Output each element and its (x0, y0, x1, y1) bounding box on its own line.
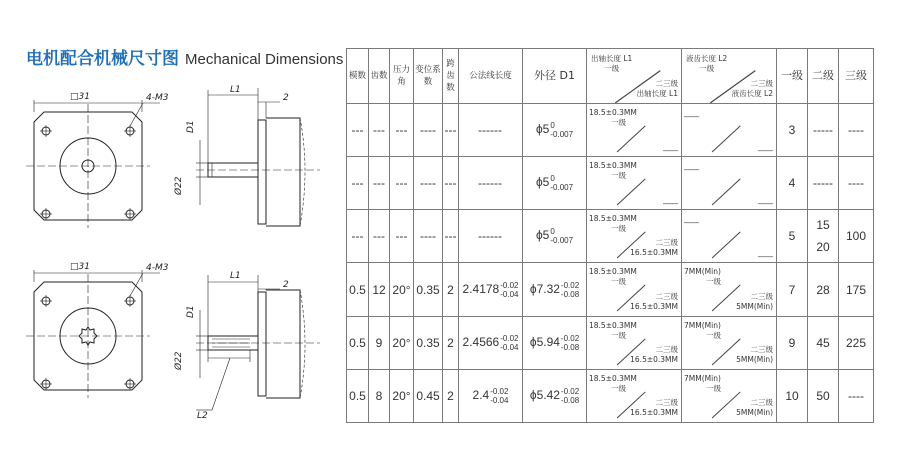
outer-diameter-tol-lower: -0.007 (550, 183, 574, 193)
cell-stage1: 3 (777, 104, 808, 157)
header-l2 (682, 49, 777, 104)
cell-shift-coef: ---- (414, 104, 443, 157)
cell-pressure-angle: 20° (390, 263, 414, 316)
cell-span-teeth: --- (443, 210, 459, 263)
table-row (347, 369, 874, 422)
cell-stage2: 15 20 (808, 210, 839, 263)
outer-diameter-tol-lower: -0.007 (550, 130, 574, 140)
l2-stage23-label: ____ (758, 248, 773, 258)
dim-square-bottom: □31 (70, 262, 90, 272)
outer-diameter-tol-upper: -0.02 (560, 333, 580, 343)
cell-outer-diameter (523, 157, 587, 210)
outer-diameter-tolerance (550, 227, 573, 245)
outer-diameter-tolerance (561, 387, 579, 405)
outer-diameter-tol-upper: -0.02 (560, 280, 580, 290)
cell-stage1: 5 (777, 210, 808, 263)
l1-stage1-length: 18.5±0.3MM (589, 320, 637, 330)
cell-l2 (682, 316, 777, 369)
normal-length-value: ------ (478, 123, 502, 138)
table-header-row (347, 49, 874, 104)
l1-stage1-length: 18.5±0.3MM (589, 267, 637, 277)
title-chinese: 电机配合机械尺寸图 (26, 49, 179, 69)
cell-teeth: --- (369, 210, 390, 263)
cell-teeth: 8 (369, 369, 390, 422)
l2-stage1-length: ____ (684, 108, 699, 117)
cell-stage1: 9 (777, 316, 808, 369)
dim-two-bottom: 2 (283, 280, 289, 290)
l2-stage1-length: ____ (684, 214, 699, 224)
outer-diameter-tolerance (561, 281, 579, 299)
cell-stage2: 45 (808, 316, 839, 369)
l2-stage1-length: ____ (684, 161, 699, 171)
motor-front-view-bottom (26, 270, 160, 398)
outer-diameter-value: ϕ5 (535, 228, 550, 243)
header-outer-diameter: 外径 D1 (523, 49, 587, 104)
l2-stage23-length: 5MM(Min) (736, 301, 773, 311)
header-l1 (587, 49, 682, 104)
l2-stage1-label: 一级 (706, 277, 721, 287)
header-stage1: 一级 (777, 49, 808, 104)
outer-diameter-tol-upper: -0.02 (560, 386, 580, 396)
l1-stage23-label: ____ (663, 142, 678, 152)
motor-front-view-top (26, 100, 160, 228)
cell-shift-coef: ---- (414, 157, 443, 210)
header-span-teeth: 跨齿数 (443, 49, 459, 104)
l2-stage1-length: 7MM(Min) (684, 267, 721, 277)
cell-module: 0.5 (347, 369, 369, 422)
cell-l1 (587, 210, 682, 263)
header-shift-coef: 变位系数 (414, 49, 443, 104)
cell-l2 (682, 369, 777, 422)
cell-l2 (682, 263, 777, 316)
dim-holes-top: 4-M3 (146, 93, 169, 103)
l2-stage1-label: 一级 (706, 383, 721, 393)
header-l2-stage23: 二三级 (750, 79, 773, 88)
cell-stage3: 175 (839, 263, 874, 316)
cell-stage2: ----- (808, 157, 839, 210)
cell-pressure-angle: 20° (390, 369, 414, 422)
cell-span-teeth: 2 (443, 316, 459, 369)
dim-d1-top: D1 (186, 120, 196, 133)
outer-diameter-tol-upper: 0 (550, 174, 555, 184)
l1-stage1-label: 一级 (611, 277, 626, 287)
normal-length-tol-lower: -0.04 (500, 289, 519, 299)
cell-stage3: ---- (839, 369, 874, 422)
cell-outer-diameter (523, 210, 587, 263)
normal-length-value: ------ (478, 229, 502, 244)
l1-stage1-length: 18.5±0.3MM (589, 214, 637, 224)
cell-stage3: 100 (839, 210, 874, 263)
outer-diameter-value: ϕ7.32 (529, 281, 560, 296)
cell-span-teeth: --- (443, 104, 459, 157)
l1-stage23-label: 二三级 (655, 291, 678, 301)
dim-square-top: □31 (70, 92, 90, 102)
cell-outer-diameter (523, 104, 587, 157)
dim-shaft-top: Ø22 (174, 176, 184, 195)
motor-side-view-top (196, 88, 320, 226)
l1-stage23-label: 二三级 (655, 344, 678, 354)
cell-span-teeth: 2 (443, 369, 459, 422)
cell-normal-length (459, 263, 523, 316)
outer-diameter-value: ϕ5.94 (529, 334, 560, 349)
cell-l2 (682, 104, 777, 157)
normal-length-value: 2.4 (472, 388, 490, 403)
cell-stage1: 10 (777, 369, 808, 422)
normal-length-tol-lower: -0.04 (500, 342, 519, 352)
outer-diameter-value: ϕ5 (535, 122, 550, 137)
header-l2-stage1: 一级 (699, 64, 715, 73)
normal-length-value: ------ (478, 176, 502, 191)
header-l1-bottom: 出轴长度 L1 (636, 89, 678, 98)
l1-stage23-length: 16.5±0.3MM (630, 301, 678, 311)
normal-length-tolerance (490, 387, 508, 405)
cell-normal-length (459, 369, 523, 422)
l1-stage23-length: 16.5±0.3MM (630, 248, 678, 258)
l1-stage23-label: ____ (663, 195, 678, 205)
l1-stage23-length: 16.5±0.3MM (630, 354, 678, 364)
motor-side-view-bottom (196, 275, 320, 410)
cell-normal-length (459, 104, 523, 157)
cell-module: --- (347, 104, 369, 157)
outer-diameter-tolerance (550, 121, 573, 139)
cell-outer-diameter (523, 369, 587, 422)
cell-teeth: --- (369, 157, 390, 210)
mechanical-drawing (0, 0, 346, 471)
cell-outer-diameter (523, 263, 587, 316)
l1-stage1-label: 一级 (611, 224, 626, 234)
l2-stage1-length: 7MM(Min) (684, 373, 721, 383)
dim-l1-bottom: L1 (230, 271, 241, 281)
l1-stage1-length: 18.5±0.3MM (589, 373, 637, 383)
cell-l1 (587, 369, 682, 422)
cell-l1 (587, 104, 682, 157)
header-module: 模数 (347, 49, 369, 104)
dim-l2-bottom: L2 (197, 411, 208, 421)
cell-teeth: 12 (369, 263, 390, 316)
cell-stage2: 50 (808, 369, 839, 422)
l2-stage23-length: 5MM(Min) (736, 354, 773, 364)
l2-stage1-label: 一级 (706, 330, 721, 340)
table-row (347, 263, 874, 316)
dim-shaft-bottom: Ø22 (174, 351, 184, 370)
cell-span-teeth: --- (443, 157, 459, 210)
outer-diameter-tol-lower: -0.007 (550, 236, 574, 246)
table-row (347, 157, 874, 210)
cell-module: --- (347, 210, 369, 263)
cell-normal-length (459, 210, 523, 263)
cell-shift-coef: ---- (414, 210, 443, 263)
cell-span-teeth: 2 (443, 263, 459, 316)
l1-stage1-label: 一级 (611, 330, 626, 340)
dim-d1-bottom: D1 (186, 305, 196, 318)
normal-length-tol-upper: -0.02 (500, 280, 519, 290)
dim-holes-bottom: 4-M3 (146, 263, 169, 273)
cell-l1 (587, 157, 682, 210)
cell-l1 (587, 316, 682, 369)
cell-stage3: 225 (839, 316, 874, 369)
cell-teeth: --- (369, 104, 390, 157)
cell-l1 (587, 263, 682, 316)
cell-module: 0.5 (347, 263, 369, 316)
cell-normal-length (459, 157, 523, 210)
l2-stage23-label: 二三级 (750, 291, 773, 301)
l2-stage23-label: ____ (758, 195, 773, 205)
header-stage3: 三级 (839, 49, 874, 104)
header-teeth: 齿数 (369, 49, 390, 104)
header-normal-length: 公法线长度 (459, 49, 523, 104)
cell-normal-length (459, 316, 523, 369)
cell-module: 0.5 (347, 316, 369, 369)
normal-length-tol-upper: -0.02 (490, 386, 509, 396)
cell-stage1: 4 (777, 157, 808, 210)
header-l1-stage23: 二三级 (655, 79, 678, 88)
cell-shift-coef: 0.35 (414, 263, 443, 316)
cell-shift-coef: 0.45 (414, 369, 443, 422)
l2-stage23-length: 5MM(Min) (736, 408, 773, 417)
title-english: Mechanical Dimensions (185, 51, 344, 68)
cell-stage3: ---- (839, 104, 874, 157)
l1-stage1-label: 一级 (611, 171, 626, 181)
table-row (347, 210, 874, 263)
l1-stage23-label: 二三级 (655, 238, 678, 248)
cell-stage3: ---- (839, 157, 874, 210)
cell-stage2: 28 (808, 263, 839, 316)
outer-diameter-tolerance (561, 334, 579, 352)
cell-teeth: 9 (369, 316, 390, 369)
cell-outer-diameter (523, 316, 587, 369)
cell-l2 (682, 157, 777, 210)
l2-stage23-label: ____ (758, 142, 773, 152)
normal-length-tolerance (500, 281, 518, 299)
header-l1-stage1: 一级 (604, 64, 620, 73)
header-l2-top: 液齿长度 L2 (686, 54, 728, 63)
cell-shift-coef: 0.35 (414, 316, 443, 369)
l2-stage23-label: 二三级 (750, 398, 773, 407)
cell-l2 (682, 210, 777, 263)
header-l1-top: 出轴长度 L1 (591, 54, 633, 63)
cell-stage1: 7 (777, 263, 808, 316)
outer-diameter-tol-upper: 0 (550, 121, 555, 131)
normal-length-value: 2.4178 (462, 281, 500, 296)
dim-l1-top: L1 (230, 85, 241, 95)
outer-diameter-tol-upper: 0 (550, 227, 555, 237)
l1-stage1-length: 18.5±0.3MM (589, 161, 637, 171)
table-row (347, 104, 874, 157)
l1-stage23-length: 16.5±0.3MM (630, 408, 678, 417)
cell-pressure-angle: --- (390, 104, 414, 157)
header-stage2: 二级 (808, 49, 839, 104)
normal-length-tolerance (500, 334, 518, 352)
cell-module: --- (347, 157, 369, 210)
l1-stage1-label: 一级 (611, 383, 626, 393)
table-row (347, 316, 874, 369)
l2-stage1-length: 7MM(Min) (684, 320, 721, 330)
header-l2-bottom: 液齿长度 L2 (731, 89, 773, 98)
outer-diameter-tol-lower: -0.08 (560, 395, 580, 405)
cell-pressure-angle: --- (390, 157, 414, 210)
dim-two-top: 2 (283, 93, 289, 103)
header-pressure-angle: 压力角 (390, 49, 414, 104)
outer-diameter-tol-lower: -0.08 (560, 342, 580, 352)
l1-stage1-label: 一级 (611, 118, 626, 127)
l1-stage23-label: 二三级 (655, 398, 678, 407)
normal-length-value: 2.4566 (462, 334, 500, 349)
cell-stage2: ----- (808, 104, 839, 157)
l2-stage23-label: 二三级 (750, 344, 773, 354)
l1-stage1-length: 18.5±0.3MM (589, 108, 637, 117)
cell-pressure-angle: 20° (390, 316, 414, 369)
gear-spec-table (346, 48, 874, 423)
outer-diameter-value: ϕ5 (535, 175, 550, 190)
outer-diameter-tol-lower: -0.08 (560, 289, 580, 299)
normal-length-tol-lower: -0.04 (490, 395, 509, 405)
outer-diameter-value: ϕ5.42 (529, 388, 560, 403)
cell-pressure-angle: --- (390, 210, 414, 263)
outer-diameter-tolerance (550, 174, 573, 192)
normal-length-tol-upper: -0.02 (500, 333, 519, 343)
